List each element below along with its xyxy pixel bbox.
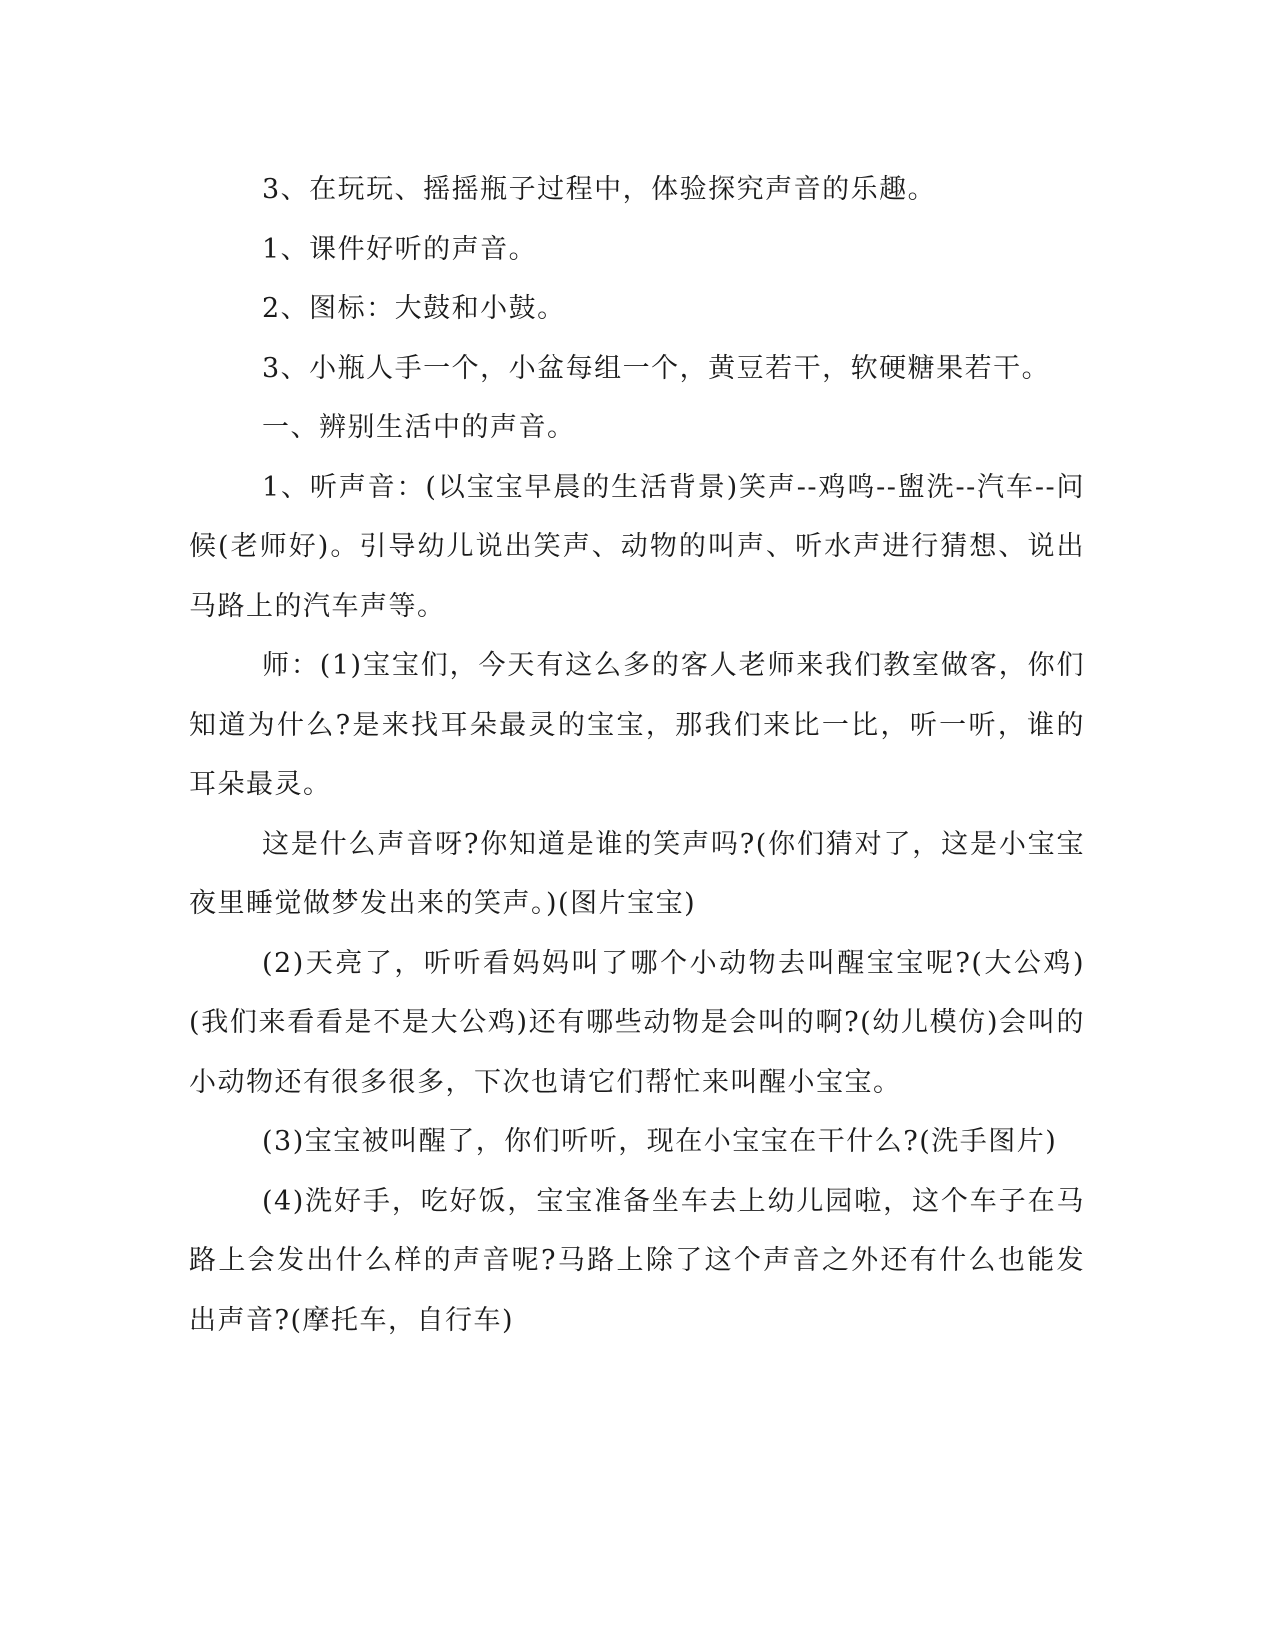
paragraph-teacher-2: (2)天亮了，听听看妈妈叫了哪个小动物去叫醒宝宝呢?(大公鸡)(我们来看看是不是大公鸡)还有哪些动物是会叫的啊?(幼儿模仿)会叫的小动物还有很多很多，下次也请它们帮忙来叫醒小宝宝。 bbox=[189, 947, 1085, 1098]
document-body bbox=[189, 160, 1085, 1350]
paragraph-material-3: 3、小瓶人手一个，小盆每组一个，黄豆若干，软硬糖果若干。 bbox=[262, 352, 1051, 384]
paragraph-laughter: 这是什么声音呀?你知道是谁的笑声吗?(你们猜对了，这是小宝宝夜里睡觉做梦发出来的笑声。)(图片宝宝) bbox=[189, 828, 1085, 919]
paragraph-teacher-3: (3)宝宝被叫醒了，你们听听，现在小宝宝在干什么?(洗手图片) bbox=[262, 1126, 1058, 1157]
paragraph-goal-3: 3、在玩玩、摇摇瓶子过程中，体验探究声音的乐趣。 bbox=[262, 174, 937, 205]
paragraph-listen-sounds: 1、听声音：(以宝宝早晨的生活背景)笑声--鸡鸣--盥洗--汽车--问候(老师好)。引导幼儿说出笑声、动物的叫声、听水声进行猜想、说出马路上的汽车声等。 bbox=[189, 471, 1085, 622]
paragraph-material-1: 1、课件好听的声音。 bbox=[262, 233, 538, 265]
paragraph-material-2: 2、图标：大鼓和小鼓。 bbox=[262, 293, 566, 324]
paragraph-teacher-4: (4)洗好手，吃好饭，宝宝准备坐车去上幼儿园啦，这个车子在马路上会发出什么样的声音呢?马路上除了这个声音之外还有什么也能发出声音?(摩托车，自行车) bbox=[189, 1185, 1085, 1336]
paragraph-teacher-1: 师：(1)宝宝们，今天有这么多的客人老师来我们教室做客，你们知道为什么?是来找耳朵最灵的宝宝，那我们来比一比，听一听，谁的耳朵最灵。 bbox=[189, 650, 1085, 800]
section-heading-1: 一、辨别生活中的声音。 bbox=[262, 412, 576, 443]
